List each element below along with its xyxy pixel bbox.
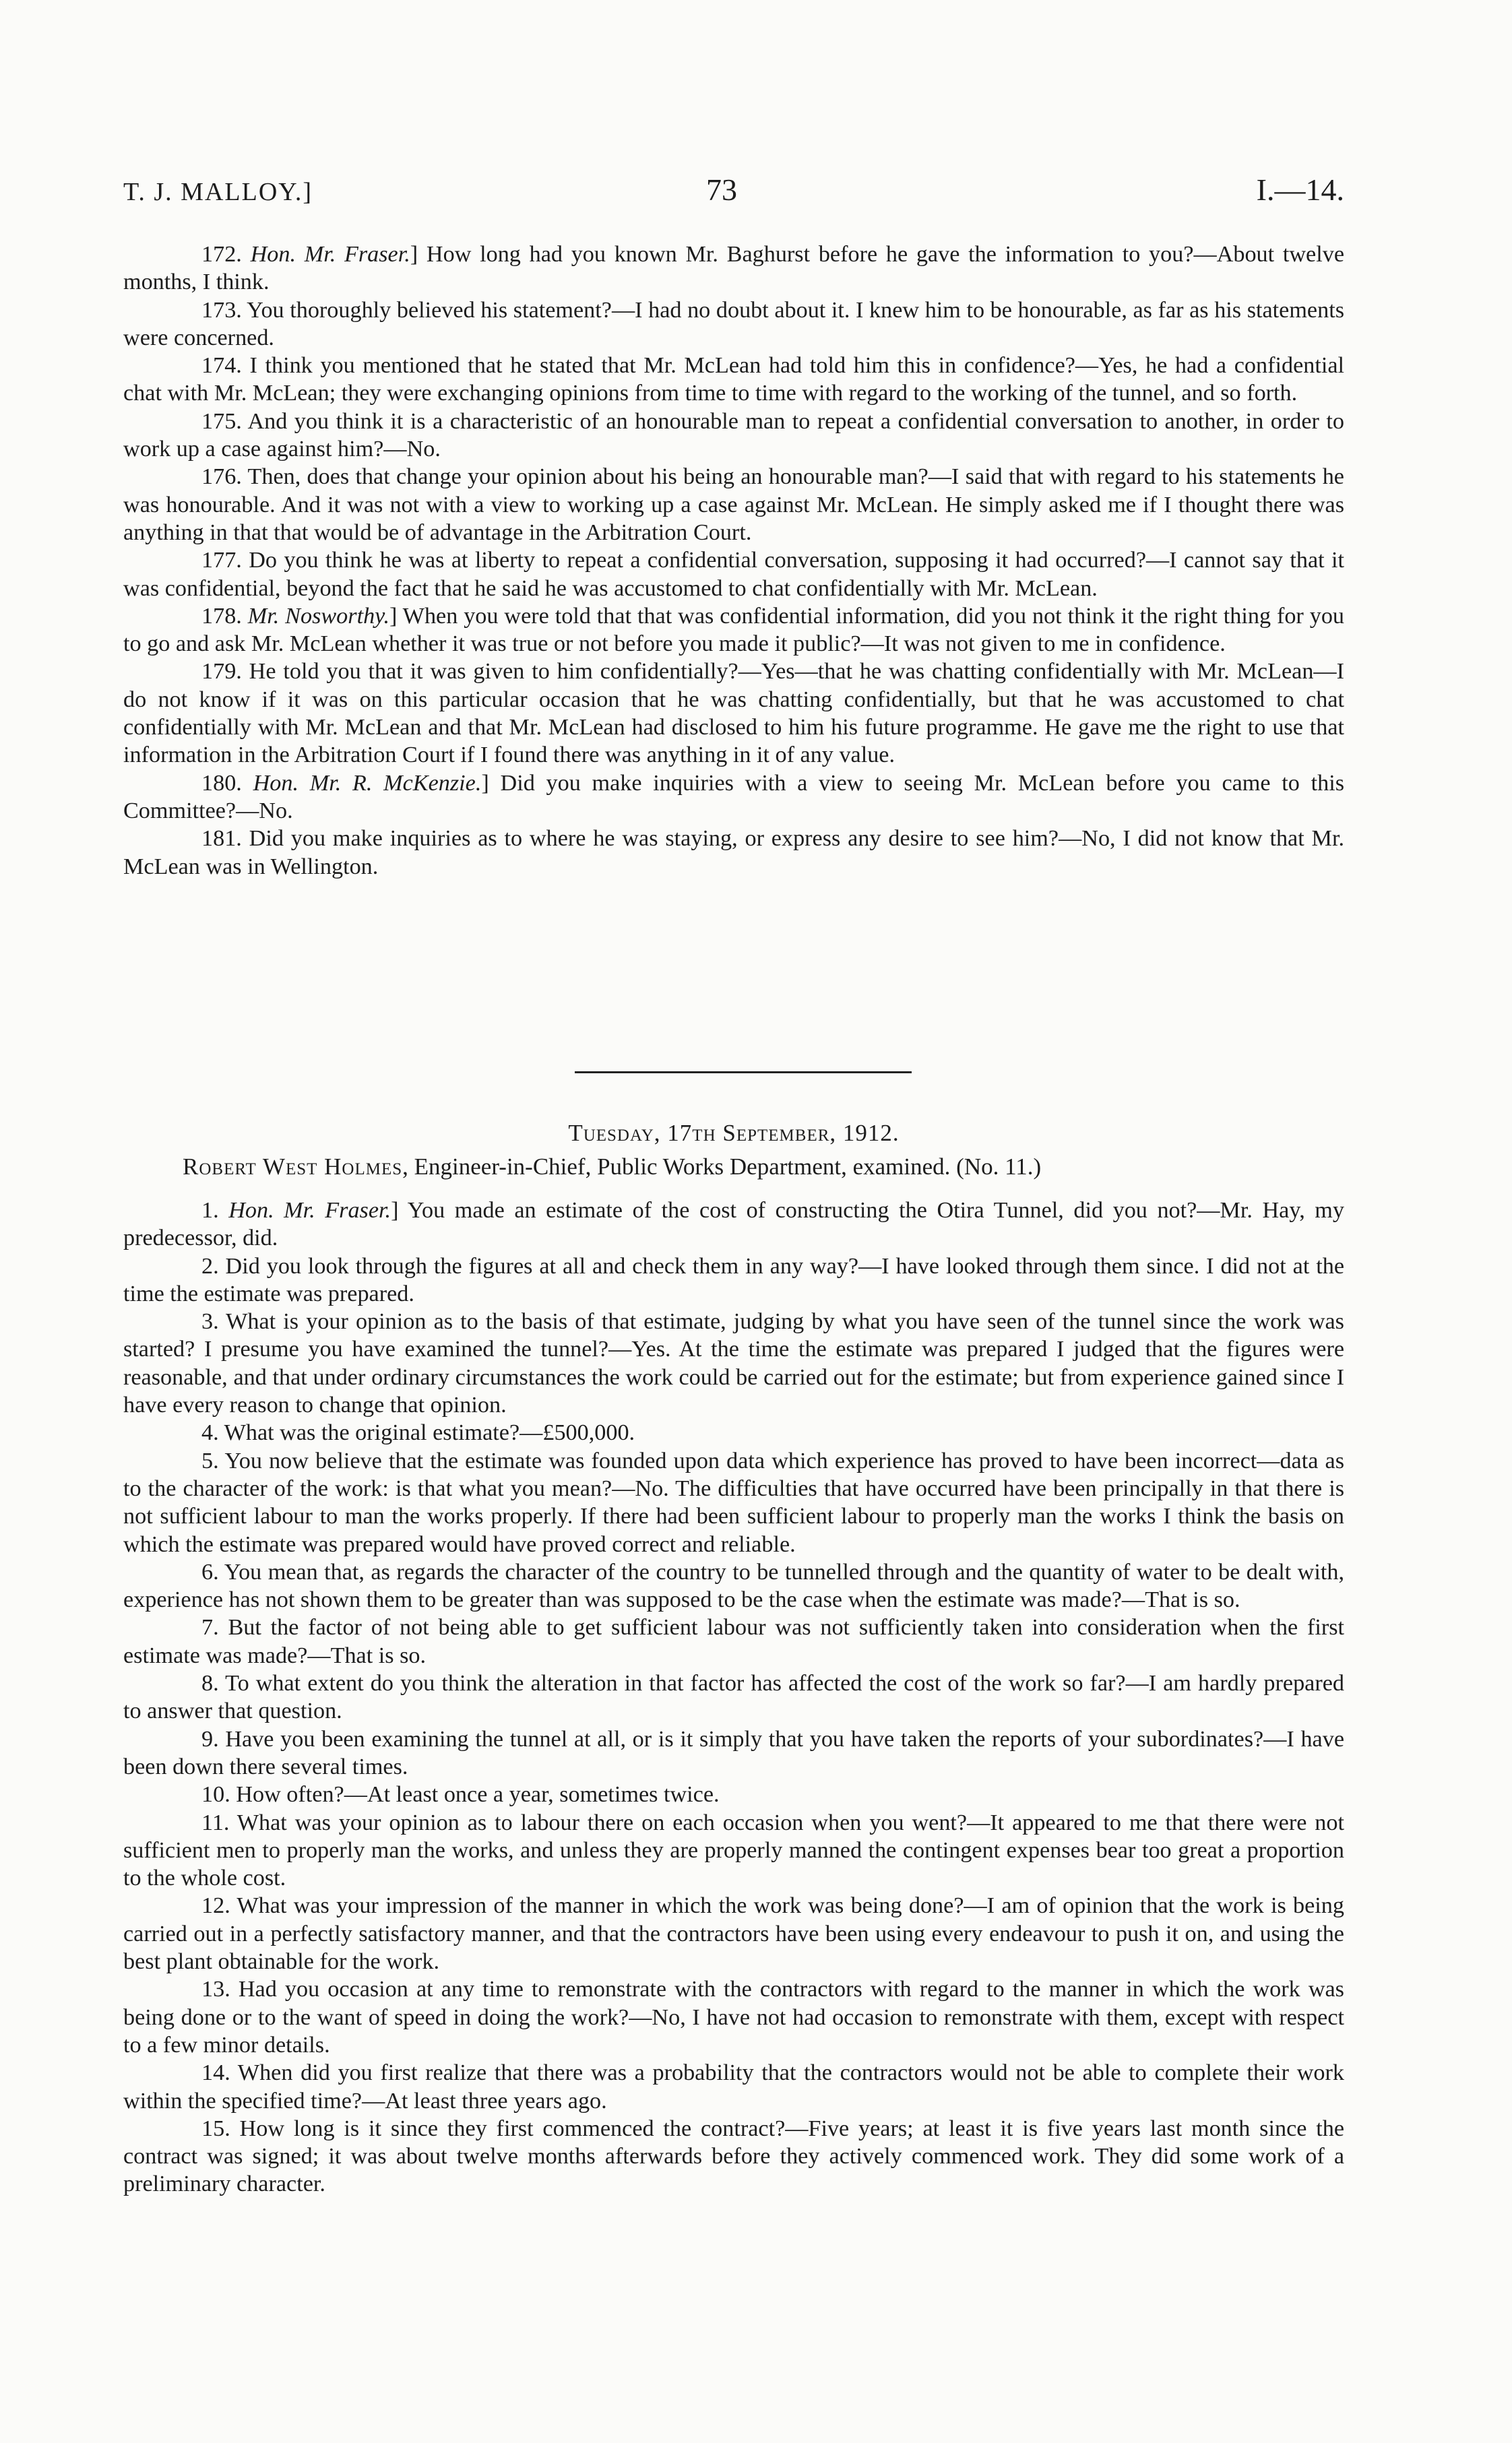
question-number: 179. (201, 659, 242, 685)
document-reference: I.—14. (1256, 172, 1344, 207)
session-date-heading: Tuesday, 17th September, 1912. (568, 1120, 900, 1146)
question-number: 3. (201, 1309, 219, 1335)
question-178 (123, 602, 1344, 658)
question-number: 180. (201, 770, 242, 796)
speaker-name: Hon. Mr. Fraser. (250, 242, 410, 267)
testimony-section-1 (123, 241, 1344, 881)
question-text: You mean that, as regards the character of the country to be tunnelled through and the quantity of water to be dealt with, experience has not shown them to be greater than was supposed to be the case when the estimate was made?—That is so. (123, 1559, 1345, 1613)
question-number: 177. (201, 548, 242, 573)
testimony-section-2 (123, 1197, 1344, 2198)
question-text: Did you look through the figures at all and check them in any way?—I have looked through them since. I did not at the time the estimate was prepared. (123, 1253, 1344, 1306)
question-number: 15. (201, 2116, 230, 2141)
question-number: 175. (201, 408, 242, 434)
question-3 (123, 1308, 1344, 1419)
question-text: ] How long had you known Mr. Baghurst before he gave the information to you?—About twelve months, I think. (123, 242, 1344, 295)
question-text: Do you think he was at liberty to repeat a confidential conversation, supposing it had occurred?—I cannot say that it was confidential, beyond the fact that he said he was accustomed to chat confidentially with Mr. McLean. (123, 548, 1345, 601)
question-text: Have you been examining the tunnel at all, or is it simply that you have taken the reports of your subordinates?—I have been down there several times. (123, 1726, 1344, 1779)
question-text: When did you first realize that there was a probability that the contractors would not be able to complete their work within the specified time?—At least three years ago. (123, 2060, 1344, 2114)
question-172 (123, 241, 1344, 296)
question-text: How often?—At least once a year, sometimes twice. (236, 1782, 720, 1808)
question-6 (123, 1558, 1344, 1614)
question-9 (123, 1725, 1344, 1781)
question-text: He told you that it was given to him confidentially?—Yes—that he was chatting confidentially with Mr. McLean—I do not know if it was on this particular occasion that he was chatting confidentially, but that he was accustomed to chat confidentially with Mr. McLean and that Mr. McLean had disclosed to him his future programme. He gave me the right to use that information in the Arbitration Court if I found there was anything in it of any value. (123, 659, 1344, 768)
question-number: 174. (201, 353, 242, 379)
question-text: You now believe that the estimate was founded upon data which experience has proved to have been incorrect—data as to the character of the work: is that what you mean?—No. The difficulties that have occurred have been principally in that there is not sufficient labour to man the works properly. If there had been sufficient labour to properly man the works I think the basis on which the estimate was prepared would have proved correct and reliable. (123, 1448, 1345, 1557)
header-witness-name: T. J. MALLOY.] (123, 178, 313, 206)
question-10 (123, 1781, 1344, 1808)
question-7 (123, 1614, 1344, 1670)
speaker-name: Hon. Mr. R. McKenzie. (253, 770, 482, 796)
question-text: Did you make inquiries as to where he was staying, or express any desire to see him?—No, I did not know that Mr. McLean was in Wellington. (123, 826, 1344, 879)
question-text: What was your opinion as to labour there on each occasion when you went?—It appeared to me that there were not sufficient men to properly man the works, and unless they are properly manned the contingent expenses bear too great a proportion to the whole cost. (123, 1810, 1344, 1891)
question-text: But the factor of not being able to get sufficient labour was not sufficiently taken into consideration when the first estimate was made?—That is so. (123, 1615, 1345, 1668)
question-text: ] Did you make inquiries with a view to seeing Mr. McLean before you came to this Committee?—No. (123, 770, 1345, 823)
question-number: 11. (201, 1810, 230, 1835)
question-text: ] You made an estimate of the cost of constructing the Otira Tunnel, did you not?—Mr. Hay, my predecessor, did. (123, 1198, 1344, 1251)
question-number: 181. (201, 826, 242, 852)
question-15 (123, 2115, 1344, 2198)
question-number: 173. (201, 297, 242, 323)
question-13 (123, 1975, 1344, 2059)
question-number: 176. (201, 464, 242, 490)
section-divider (575, 1071, 912, 1073)
question-4 (123, 1419, 1344, 1447)
question-text: You thoroughly believed his statement?—I had no doubt about it. I knew him to be honourable, as far as his statements were concerned. (123, 297, 1345, 350)
question-1 (123, 1197, 1344, 1252)
question-text: What was the original estimate?—£500,000. (224, 1420, 635, 1446)
question-180 (123, 769, 1344, 825)
question-177 (123, 546, 1344, 602)
question-text: And you think it is a characteristic of an honourable man to repeat a confidential conversation to another, in order to work up a case against him?—No. (123, 408, 1344, 462)
question-number: 12. (201, 1893, 230, 1919)
speaker-name: Hon. Mr. Fraser. (228, 1198, 391, 1223)
question-14 (123, 2059, 1344, 2115)
question-text: How long is it since they first commenced the contract?—Five years; at least it is five years last month since the contract was signed; it was about twelve months afterwards before they actively commenced work. They did some work of a preliminary character. (123, 2116, 1344, 2197)
question-number: 10. (201, 1782, 230, 1808)
question-text: I think you mentioned that he stated that Mr. McLean had told him this in confidence?—Yes, he had a confidential chat with Mr. McLean; they were exchanging opinions from time to time with regard to the working of the tunnel, and so forth. (123, 353, 1345, 406)
question-text: Then, does that change your opinion about his being an honourable man?—I said that with regard to his statements he was honourable. And it was not with a view to working up a case against Mr. McLean. He simply asked me if I thought there was anything in that that would be of advantage in the Arbitration Court. (123, 464, 1344, 545)
question-text: What was your impression of the manner in which the work was being done?—I am of opinion that the work is being carried out in a perfectly satisfactory manner, and that the contractors have been using every endeavour to push it on, and using the best plant obtainable for the work. (123, 1893, 1344, 1975)
question-number: 5. (201, 1448, 219, 1473)
question-175 (123, 408, 1344, 464)
question-174 (123, 352, 1344, 408)
page-header (123, 172, 1344, 212)
question-number: 7. (201, 1615, 219, 1641)
question-173 (123, 296, 1344, 352)
question-text: What is your opinion as to the basis of that estimate, judging by what you have seen of the tunnel since the work was started? I presume you have examined the tunnel?—Yes. At the time the estimate was prepared I judged that the figures were reasonable, and that under ordinary circumstances the work could be carried out for the estimate; but from experience gained since I have every reason to change that opinion. (123, 1309, 1344, 1418)
question-number: 6. (201, 1559, 219, 1585)
question-11 (123, 1809, 1344, 1893)
question-number: 9. (201, 1726, 219, 1752)
question-number: 178. (201, 603, 242, 629)
question-number: 14. (201, 2060, 230, 2086)
question-number: 4. (201, 1420, 219, 1446)
question-number: 1. (201, 1198, 219, 1223)
question-181 (123, 825, 1344, 881)
question-number: 13. (201, 1977, 230, 2002)
witness-name: Robert West Holmes (183, 1153, 403, 1180)
question-2 (123, 1252, 1344, 1308)
question-5 (123, 1447, 1344, 1558)
question-number: 8. (201, 1671, 219, 1696)
question-12 (123, 1892, 1344, 1975)
witness-description: , Engineer-in-Chief, Public Works Department, examined. (No. 11.) (402, 1153, 1042, 1180)
question-text: Had you occasion at any time to remonstrate with the contractors with regard to the manner in which the work was being done or to the want of speed in doing the work?—No, I have not had occasion to remonstrate with them, except with respect to a few minor details. (123, 1977, 1344, 2058)
question-text: To what extent do you think the alteration in that factor has affected the cost of the work so far?—I am hardly prepared to answer that question. (123, 1671, 1344, 1724)
question-8 (123, 1670, 1344, 1725)
question-text: ] When you were told that that was confidential information, did you not think it the right thing for you to go and ask Mr. McLean whether it was true or not before you made it public?—It was not given to me in confidence. (123, 603, 1345, 657)
question-179 (123, 658, 1344, 769)
question-number: 2. (201, 1253, 219, 1279)
witness-introduction (123, 1153, 1344, 1180)
question-number: 172. (201, 242, 242, 267)
page-number: 73 (706, 172, 737, 207)
speaker-name: Mr. Nosworthy. (247, 603, 390, 629)
question-176 (123, 463, 1344, 546)
